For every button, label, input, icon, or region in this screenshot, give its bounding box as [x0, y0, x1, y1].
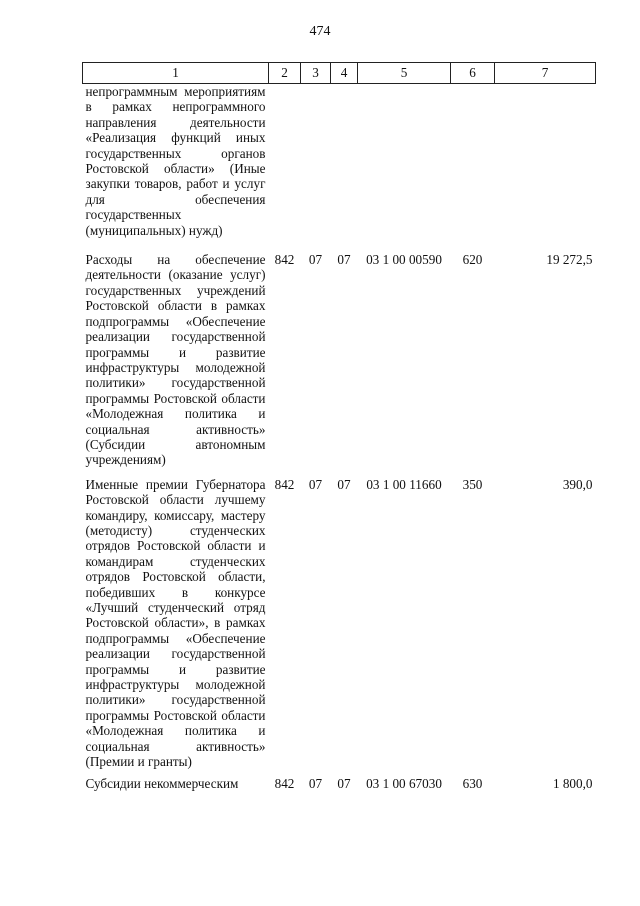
expense-description: Расходы на обеспечение деятельности (оказание услуг) государственных учреждений Ростовской области в рамках подпрограммы «Обеспечение реализации государственной программы и развитие инфраструктуры молодежной политики» государственной программы Ростовской области «Молодежная политика и социальная активность» (Субсидии автономным учреждениям) [85, 252, 266, 468]
amount: 1 800,0 [552, 776, 593, 792]
column-header-2: 2 [269, 63, 301, 84]
expense-type-code: 350 [462, 476, 483, 492]
subsection-code: 07 [337, 252, 351, 268]
column-header-4: 4 [331, 63, 358, 84]
table-row [83, 776, 596, 791]
expense-description: Именные премии Губернатора Ростовской области лучшему командиру, комиссару, мастеру (методисту) студенческих отрядов Ростовской области и командирам студенческих отрядов Ростовской области, победивших в конкурсе «Лучший студенческий отряд Ростовской области», в рамках подпрограммы «Обеспечение реализации государственной программы и развитие инфраструктуры молодежной политики» государственной программы Ростовской области «Молодежная политика и социальная активность» (Премии и гранты) [85, 476, 266, 770]
column-header-6: 6 [451, 63, 495, 84]
section-code: 07 [308, 776, 323, 792]
ministry-code: 842 [274, 476, 295, 492]
amount [495, 84, 596, 253]
column-header-1: 1 [83, 63, 269, 84]
table-header [83, 63, 596, 84]
ministry-code [269, 84, 301, 253]
column-header-5: 5 [358, 63, 451, 84]
section-code: 07 [308, 476, 323, 492]
expense-description: непрограммным мероприятиям в рамках непрограммного направления деятельности «Реализация функций иных государственных органов Ростовской области» (Иные закупки товаров, работ и услуг для обеспечения государственных (муниципальных) нужд) [85, 84, 266, 238]
table-row [83, 477, 596, 777]
page-number: 474 [309, 24, 331, 39]
expense-type-code [451, 84, 495, 253]
table-row [83, 84, 596, 253]
ministry-code: 842 [274, 776, 295, 792]
ministry-code: 842 [274, 252, 295, 268]
target-article-code: 03 1 00 00590 [366, 252, 442, 268]
budget-table [82, 62, 596, 792]
table-row [83, 252, 596, 477]
target-article-code [358, 84, 451, 253]
subsection-code: 07 [337, 776, 351, 792]
section-code [301, 84, 331, 253]
expense-type-code: 630 [462, 776, 483, 792]
subsection-code: 07 [337, 476, 351, 492]
column-header-3: 3 [301, 63, 331, 84]
expense-type-code: 620 [462, 252, 483, 268]
target-article-code: 03 1 00 11660 [366, 476, 442, 492]
expense-description: Субсидии некоммерческим [85, 776, 239, 792]
header-row [83, 63, 596, 84]
amount: 390,0 [562, 476, 593, 492]
amount: 19 272,5 [546, 252, 593, 268]
subsection-code [331, 84, 358, 253]
table-body [83, 84, 596, 792]
section-code: 07 [308, 252, 323, 268]
target-article-code: 03 1 00 67030 [366, 776, 442, 792]
column-header-7: 7 [495, 63, 596, 84]
